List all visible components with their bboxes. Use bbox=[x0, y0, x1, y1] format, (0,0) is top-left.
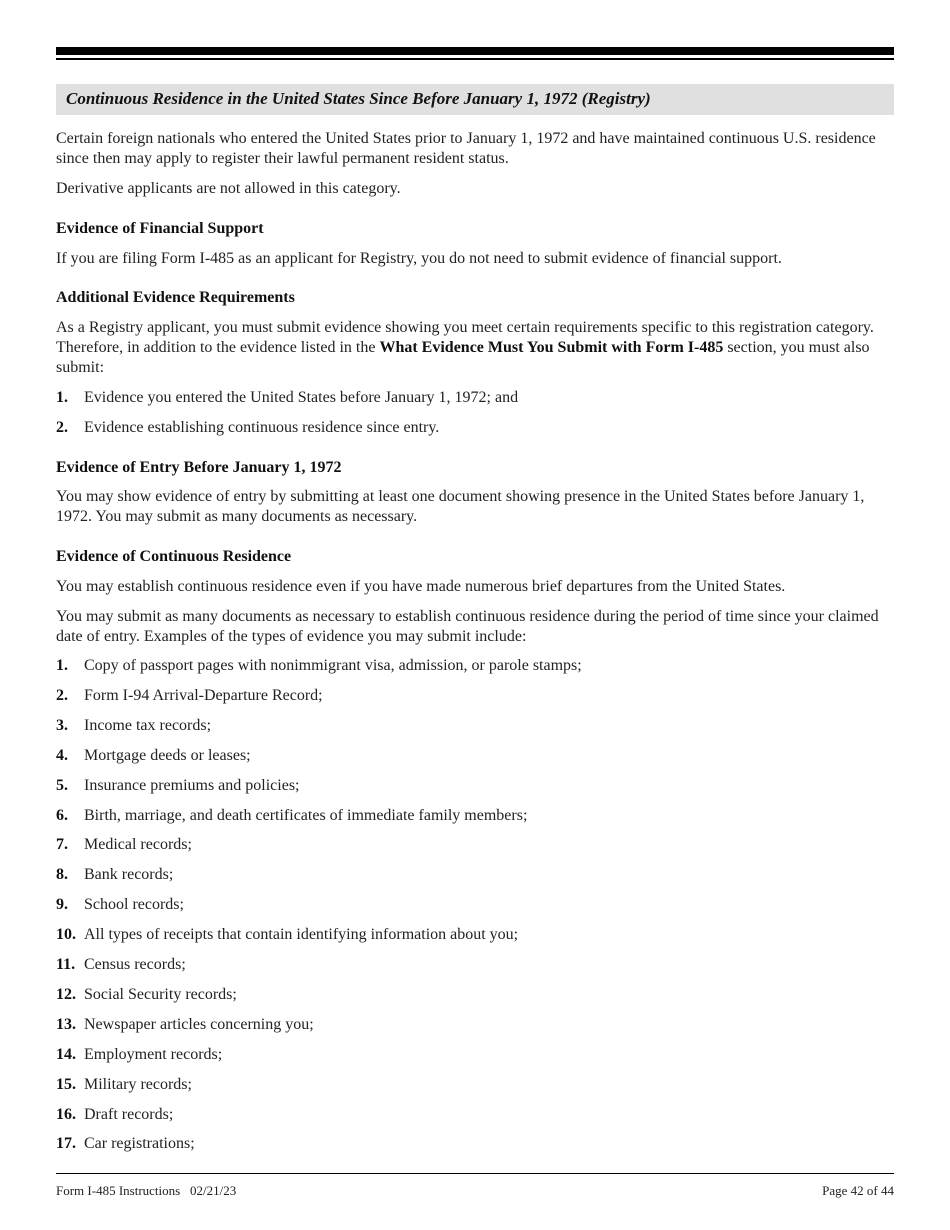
section-title: Continuous Residence in the United States Since Before January 1, 1972 (Registry) bbox=[66, 89, 651, 108]
list-item-number: 2. bbox=[56, 686, 68, 704]
list-item-number: 3. bbox=[56, 716, 68, 734]
list-item-text: Mortgage deeds or leases; bbox=[84, 746, 251, 764]
header-rule-thick bbox=[56, 47, 894, 55]
list-item-text: Car registrations; bbox=[84, 1135, 195, 1153]
list-item-text: Military records; bbox=[84, 1075, 192, 1093]
list-item-number: 7. bbox=[56, 836, 68, 854]
list-item-text: Bank records; bbox=[84, 866, 174, 884]
intro-paragraph: Certain foreign nationals who entered the United States prior to January 1, 1972 and have maintained continuous U.S. residence since then may apply to register their lawful permanent resident status. bbox=[56, 130, 876, 167]
list-item-number: 2. bbox=[56, 419, 68, 436]
continuous-residence-heading: Evidence of Continuous Residence bbox=[56, 548, 292, 565]
continuous-residence-text2: You may submit as many documents as necessary to establish continuous residence during the period of time since your claimed date of entry. Examples of the types of evidence you may submit include: bbox=[56, 608, 879, 645]
entry-evidence-heading: Evidence of Entry Before January 1, 1972 bbox=[56, 459, 342, 476]
footer-rule bbox=[56, 1173, 894, 1174]
continuous-residence-text1: You may establish continuous residence even if you have made numerous brief departures from the United States. bbox=[56, 578, 786, 595]
header-rule-thin bbox=[56, 58, 894, 60]
footer-form-name: Form I-485 Instructions bbox=[56, 1183, 181, 1198]
list-item-text: Copy of passport pages with nonimmigrant visa, admission, or parole stamps; bbox=[84, 657, 582, 674]
list-item-number: 12. bbox=[56, 985, 76, 1003]
list-item-number: 17. bbox=[56, 1135, 76, 1153]
footer-form-info bbox=[56, 1183, 236, 1199]
list-item-number: 5. bbox=[56, 776, 68, 794]
additional-evidence-text bbox=[56, 318, 886, 378]
list-item-text: Newspaper articles concerning you; bbox=[84, 1015, 314, 1033]
list-item-number: 16. bbox=[56, 1105, 76, 1123]
list-item-number: 15. bbox=[56, 1075, 76, 1093]
list-item-number: 11. bbox=[56, 956, 76, 973]
list-item-text: Social Security records; bbox=[84, 985, 237, 1003]
additional-evidence-text-part1: As a Registry applicant, you must submit evidence showing you meet certain requirements specific to this registration category. Therefore, in addition to the evidence listed in the bbox=[56, 319, 874, 356]
evidence-section-reference: What Evidence Must You Submit with Form I-485 bbox=[379, 339, 724, 356]
list-item-number: 1. bbox=[56, 657, 68, 674]
list-item-text: Draft records; bbox=[84, 1105, 174, 1123]
entry-evidence-text: You may show evidence of entry by submitting at least one document showing presence in the United States before January 1, 1972. You may submit as many documents as necessary. bbox=[56, 488, 865, 525]
list-item-text: All types of receipts that contain identifying information about you; bbox=[84, 926, 519, 944]
footer-date: 02/21/23 bbox=[189, 1183, 237, 1198]
list-item-number: 14. bbox=[56, 1045, 76, 1063]
footer-page-number: Page 42 of 44 bbox=[822, 1183, 894, 1198]
list-item-number: 4. bbox=[56, 746, 68, 764]
list-item-text: Insurance premiums and policies; bbox=[84, 776, 300, 794]
additional-evidence-text-part2: section, you must also submit: bbox=[56, 339, 870, 376]
list-item-number: 10. bbox=[56, 926, 76, 944]
list-item-text: School records; bbox=[84, 896, 184, 914]
list-item-number: 8. bbox=[56, 866, 68, 884]
list-item-number: 13. bbox=[56, 1015, 76, 1033]
financial-support-text: If you are filing Form I-485 as an applicant for Registry, you do not need to submit evidence of financial support. bbox=[56, 250, 782, 267]
list-item-text: Income tax records; bbox=[84, 716, 212, 734]
section-header-band bbox=[56, 84, 894, 115]
list-item-text: Census records; bbox=[84, 956, 186, 973]
financial-support-heading: Evidence of Financial Support bbox=[56, 220, 264, 237]
list-item-number: 6. bbox=[56, 806, 68, 824]
list-item-text: Birth, marriage, and death certificates of immediate family members; bbox=[84, 806, 528, 824]
list-item-text: Evidence establishing continuous residence since entry. bbox=[84, 419, 440, 436]
list-item-text: Evidence you entered the United States before January 1, 1972; and bbox=[84, 389, 519, 406]
derivative-note: Derivative applicants are not allowed in this category. bbox=[56, 180, 401, 197]
list-item-number: 1. bbox=[56, 389, 68, 406]
list-item-text: Employment records; bbox=[84, 1045, 223, 1063]
list-item-text: Medical records; bbox=[84, 836, 192, 854]
list-item-text: Form I-94 Arrival-Departure Record; bbox=[84, 686, 323, 704]
list-item-number: 9. bbox=[56, 896, 68, 914]
additional-evidence-heading: Additional Evidence Requirements bbox=[56, 289, 295, 306]
